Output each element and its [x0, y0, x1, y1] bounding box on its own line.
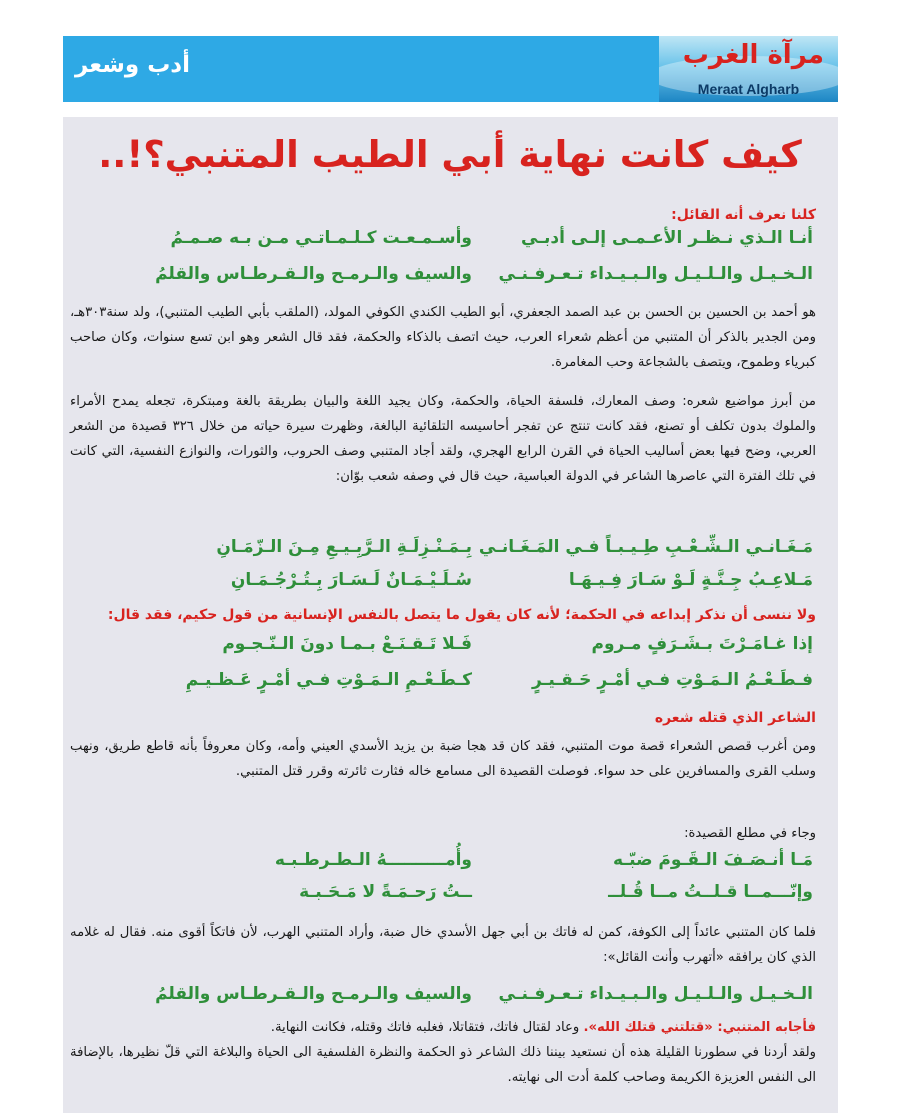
article-title: كيف كانت نهاية أبي الطيب المتنبي؟!.. — [98, 133, 802, 176]
logo-arabic-text: مرآة الغرب — [682, 40, 824, 70]
paragraph-escape: فلما كان المتنبي عائداً إلى الكوفة، كمن له فاتك بن أبي جهل الأسدي خال ضبة، وأراد المتنبي الهرب، لأن فاتكاً أقوى منه. فقال له غلامه الذي كان يرافقه «أتهرب وأنت القائل»: — [70, 925, 816, 965]
verse-3-2: بِـمَـنْـزِلَـةِ الـرَّبِـيـعِ مِـنَ الـزّمَـانِ — [216, 537, 472, 557]
logo-english-text: Meraat Algharb — [697, 81, 800, 97]
paragraph-conclusion: ولقد أردنا في سطورنا القليلة هذه أن نستعيد بيننا ذلك الشاعر ذو الحكمة والنظرة الفلسفية الى الحياة والبلاغة التي قلّ نظيرها، بالإضافة الى النفس العزيزة الكريمة وصاحب كلمة أدت الى نهايته. — [70, 1045, 816, 1085]
paragraph-bio: هو أحمد بن الحسين بن الحسن بن عبد الصمد الجعفري، أبو الطيب الكندي الكوفي المولد، (الملقب بأبي الطيب المتنبي)، ولد سنة٣٠٣هـ، ومن الجدير بالذكر أن المتنبي من أعظم شعراء العرب، حيث اتصف بالذكاء والحكمة، فقد قال الشعر وهو ابن تسع سنوات، وكان صاحب كبرياء وطموح، ويتصف بالشجاعة وحب المغامرة. — [70, 305, 816, 370]
verse-9-1: الـخـيـل والـلـيـل والـبـيـداء تـعـرفـنـي — [498, 984, 813, 1004]
verse-6-1: فـطَـعْـمُ الـمَـوْتِ فـي أمْـرٍ حَـقـيـرٍ — [531, 670, 813, 690]
verse-2-2: والسيف والـرمـح والـقـرطـاس والقلمُ — [155, 264, 472, 284]
verse-7-1: مَـا أنـصَـفَ الـقَـومَ ضبّـه — [613, 850, 813, 870]
paragraph-themes: من أبرز مواضيع شعره: وصف المعارك، فلسفة الحياة، والحكمة، وكان يجيد اللغة والبيان بطريقة بالغة ومبتكرة، تجعله يمدح الأمراء والملوك بدون تكلف أو تصنع، فقد كانت تنتج عن تفجر أحاسيسه التلقائية البالغة، وظهرت سيرة حياته من خلال ٣٢٦ قصيدة من الشعر العربي، وضح فيها بعض أساليب الحياة في القرن الرابع الهجري، ولقد أجاد المتنبي وصف الحروب، والثورات، والنوازع النفسية، التي كانت في تلك الفترة التي عاصرها الشاعر في الدولة العباسية، حيث قال في وصفه شعب بوّان: — [70, 394, 816, 484]
verse-1-1: أنـا الـذي نـظـر الأعـمـى إلـى أدبـي — [520, 228, 813, 248]
quote-red: فأجابه المتنبي: «قتلتني قتلك الله». — [583, 1020, 816, 1035]
verse-6-2: كـطَـعْـمِ الـمَـوْتِ فـي أمْـرٍ عَـظـيـمِ — [185, 670, 472, 690]
subheading-intro: كلنا نعرف أنه القائل: — [671, 207, 816, 223]
verse-1-2: وأسـمـعـت كـلـمـاتـي مـن بـه صـمـمُ — [170, 228, 472, 248]
verse-4-2: سُـلَـيْـمَـانٌ لَـسَـارَ بِـتُـرْجُـمَـانِ — [230, 570, 472, 590]
ending-text: وعاد لقتال فاتك، فتقاتلا، فغلبه فاتك وقتله، فكانت النهاية. — [270, 1020, 584, 1035]
section-label: أدب وشعر — [74, 52, 190, 78]
verse-3-1: مَـغَـانـي الـشِّـعْـبِ طِـيـبـاً فـي المَـغَـانـي — [478, 537, 813, 557]
paragraph-ending — [70, 1015, 816, 1040]
verse-8-2: ــتُ رَحـمَـةً لا مَـحَـبـة — [299, 882, 472, 902]
verse-5-1: إذا غـامَـرْتَ بـشَـرَفٍ مـروم — [591, 634, 813, 654]
verse-5-2: فَـلا تَـقـنَـعْ بـمـا دونَ الـنّـجـوم — [222, 634, 472, 654]
paragraph-story: ومن أغرب قصص الشعراء قصة موت المتنبي، فقد كان قد هجا ضبة بن يزيد الأسدي العيني وأمه، وكان معروفاً بأنه قاطع طريق، ونهب وسلب القرى والمسافرين على حد سواء. فوصلت القصيدة الى مسامع خاله فثارت ثائرته وقرر قتل المتنبي. — [70, 739, 816, 779]
verse-2-1: الـخـيـل والـلـيـل والـبـيـداء تـعـرفـنـي — [498, 264, 813, 284]
paragraph-poem-intro: وجاء في مطلع القصيدة: — [684, 826, 816, 841]
verse-7-2: وأُمــــــــــهُ الـطـرطـبـه — [274, 850, 472, 870]
subheading-death: الشاعر الذي قتله شعره — [654, 710, 816, 726]
magazine-logo — [659, 36, 838, 102]
verse-8-1: وإنّـــمــا قـلــتُ مــا قُـلــ — [608, 882, 813, 902]
verse-4-1: مَـلاعِـبُ جِـنَّـةٍ لَـوْ سَـارَ فِـيـهَـا — [568, 570, 813, 590]
verse-9-2: والسيف والـرمـح والـقـرطـاس والقلمُ — [155, 984, 472, 1004]
subheading-wisdom: ولا ننسى أن نذكر إبداعه في الحكمة؛ لأنه كان يقول ما يتصل بالنفس الإنسانية من قول حكيم، فقد قال: — [107, 607, 816, 623]
